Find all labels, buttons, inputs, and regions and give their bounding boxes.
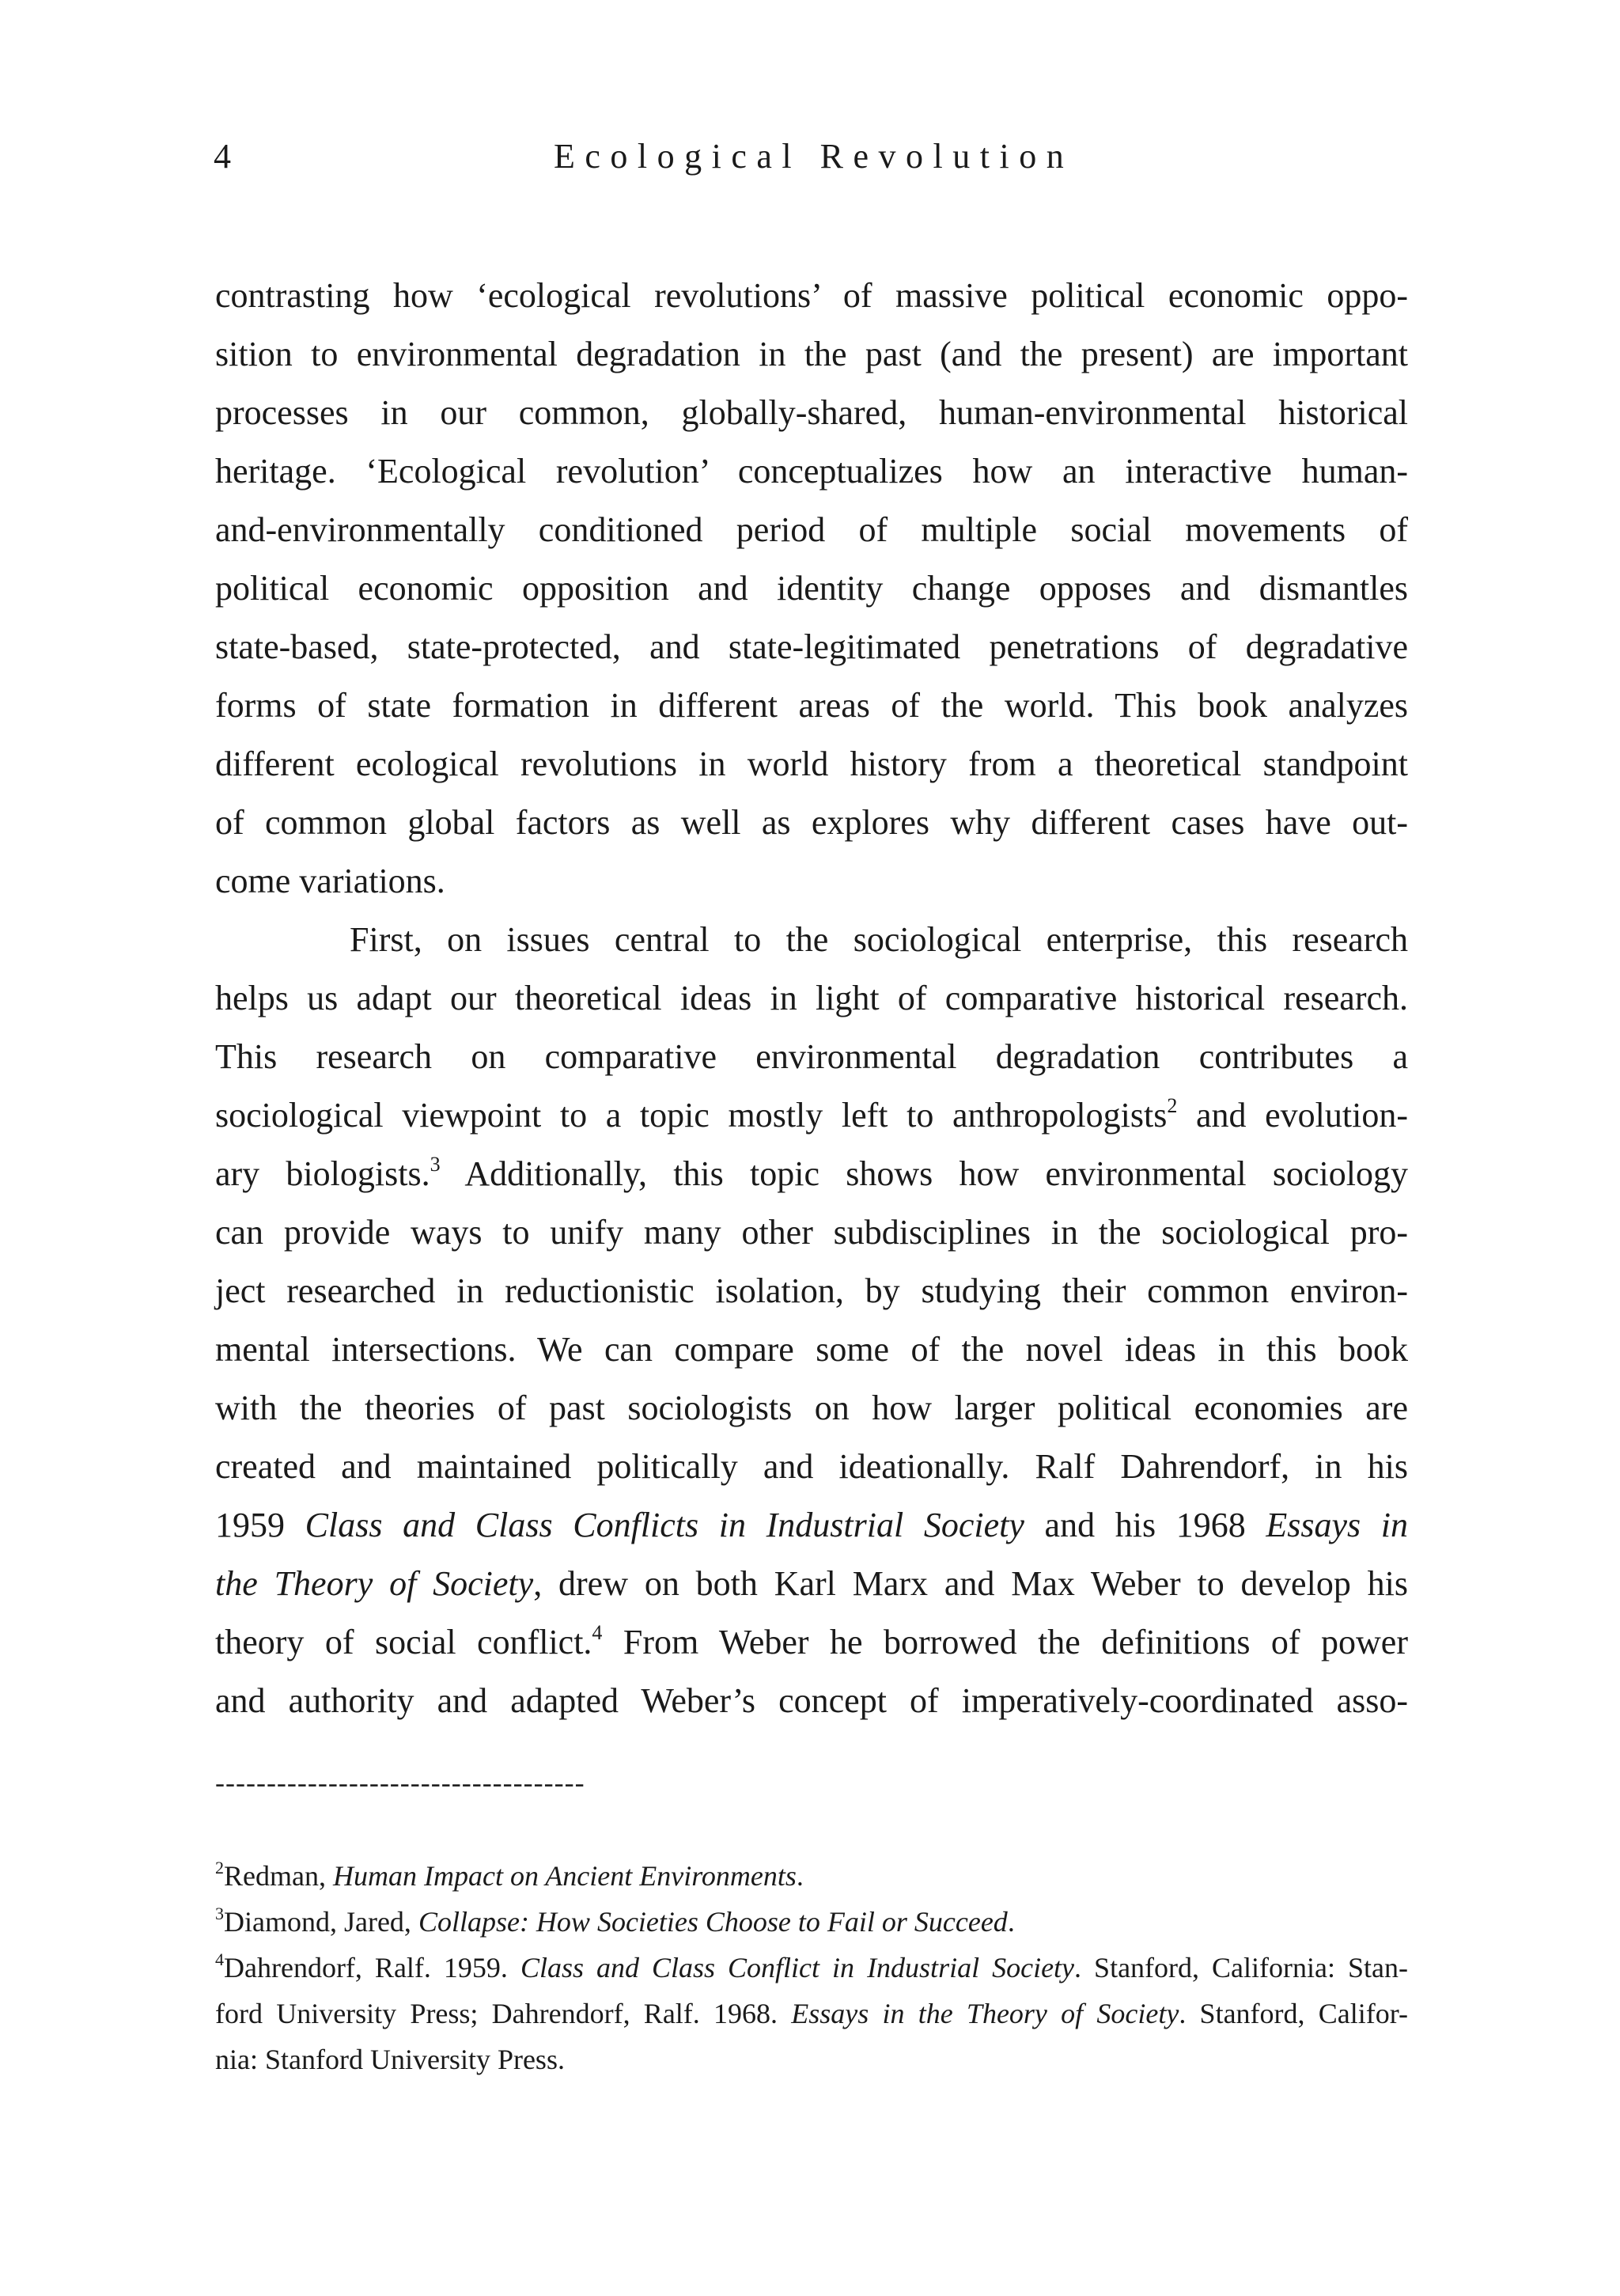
text-line: political economic opposition and identity change opposes and dismantles [215, 569, 1408, 608]
footnote-4-continued: nia: Stanford University Press. [215, 2044, 565, 2075]
text-run: . Stanford, Califor- [1179, 1998, 1408, 2029]
text-run: and his 1968 [1024, 1506, 1266, 1544]
book-title: Human Impact on Ancient Environments [332, 1860, 797, 1892]
text-run: Dahrendorf, Ralf. 1959. [224, 1952, 520, 1983]
text-run: ford University Press; Dahrendorf, Ralf. 1968. [215, 1998, 792, 2029]
footnote-4 [215, 1945, 1408, 1991]
text-line: heritage. ‘Ecological revolution’ conceptualizes how an interactive human- [215, 452, 1408, 491]
text-run: Additionally, this topic shows how environmental sociology [440, 1154, 1409, 1193]
text-line: can provide ways to unify many other subdisciplines in the sociological pro- [215, 1213, 1408, 1252]
body-text [215, 267, 1408, 1730]
text-line: contrasting how ‘ecological revolutions’ of massive political economic oppo- [215, 276, 1408, 315]
text-run: theory of social conflict. [215, 1623, 592, 1661]
text-line: forms of state formation in different areas of the world. This book analyzes [215, 686, 1408, 725]
footnote-4-continued [215, 1991, 1408, 2036]
text-run: 1959 [215, 1506, 305, 1544]
text-line: come variations. [215, 862, 445, 900]
text-line: different ecological revolutions in world history from a theoretical standpoint [215, 744, 1408, 783]
text-line [215, 1555, 1408, 1613]
text-line: created and maintained politically and ideationally. Ralf Dahrendorf, in his [215, 1447, 1408, 1486]
text-run: . [796, 1860, 804, 1892]
book-title: Essays in the Theory of Society [791, 1998, 1179, 2029]
text-run: Redman, [224, 1860, 333, 1892]
text-line: and authority and adapted Weber’s concept of imperatively-coordinated asso- [215, 1681, 1408, 1720]
book-title: Collapse: How Societies Choose to Fail or Succeed [418, 1906, 1008, 1938]
book-title: Class and Class Conflicts in Industrial Society [305, 1506, 1024, 1544]
text-line: This research on comparative environmental degradation contributes a [215, 1037, 1408, 1076]
text-run: ary biologists. [215, 1154, 430, 1193]
footnote-number: 3 [215, 1904, 224, 1923]
text-line: helps us adapt our theoretical ideas in light of comparative historical research. [215, 979, 1408, 1017]
book-title: the Theory of Society [215, 1564, 534, 1603]
running-title: Ecological Revolution [554, 137, 1074, 176]
running-header [214, 133, 1408, 180]
page-number: 4 [214, 137, 231, 176]
footnote-ref-3: 3 [430, 1153, 441, 1176]
footnote-3 [215, 1899, 1408, 1945]
text-line: of common global factors as well as explores why different cases have out- [215, 803, 1408, 842]
text-run: From Weber he borrowed the definitions of power [602, 1623, 1408, 1661]
text-line [215, 1613, 1408, 1672]
footnote-2 [215, 1853, 1408, 1899]
text-line: state-based, state-protected, and state-legitimated penetrations of degradative [215, 627, 1408, 666]
text-line: sition to environmental degradation in the past (and the present) are important [215, 335, 1408, 373]
footnote-number: 2 [215, 1858, 224, 1877]
text-line: with the theories of past sociologists on how larger political economies are [215, 1389, 1408, 1427]
text-run: and evolution- [1177, 1096, 1408, 1135]
footnote-separator: ------------------------------------ [215, 1767, 585, 1798]
book-title: Class and Class Conflict in Industrial Society [520, 1952, 1075, 1983]
text-line: and-environmentally conditioned period of multiple social movements of [215, 510, 1408, 549]
text-line [215, 1086, 1408, 1145]
text-line [215, 1496, 1408, 1555]
text-line [215, 1145, 1408, 1203]
text-run: . [1007, 1906, 1015, 1938]
text-run: , drew on both Karl Marx and Max Weber to develop his [533, 1564, 1408, 1603]
footnote-ref-2: 2 [1167, 1094, 1178, 1117]
footnote-ref-4: 4 [592, 1621, 603, 1644]
text-run: Diamond, Jared, [224, 1906, 418, 1938]
book-title: Essays in [1266, 1506, 1409, 1544]
text-line: ject researched in reductionistic isolation, by studying their common environ- [215, 1271, 1408, 1310]
text-run: sociological viewpoint to a topic mostly left to anthropologists [215, 1096, 1168, 1135]
text-line: First, on issues central to the sociological enterprise, this research [350, 920, 1408, 959]
text-run: . Stanford, California: Stan- [1074, 1952, 1408, 1983]
text-line: processes in our common, globally-shared, human-environmental historical [215, 393, 1408, 432]
footnotes [215, 1853, 1408, 2082]
text-line: mental intersections. We can compare some of the novel ideas in this book [215, 1330, 1408, 1369]
footnote-number: 4 [215, 1949, 224, 1969]
